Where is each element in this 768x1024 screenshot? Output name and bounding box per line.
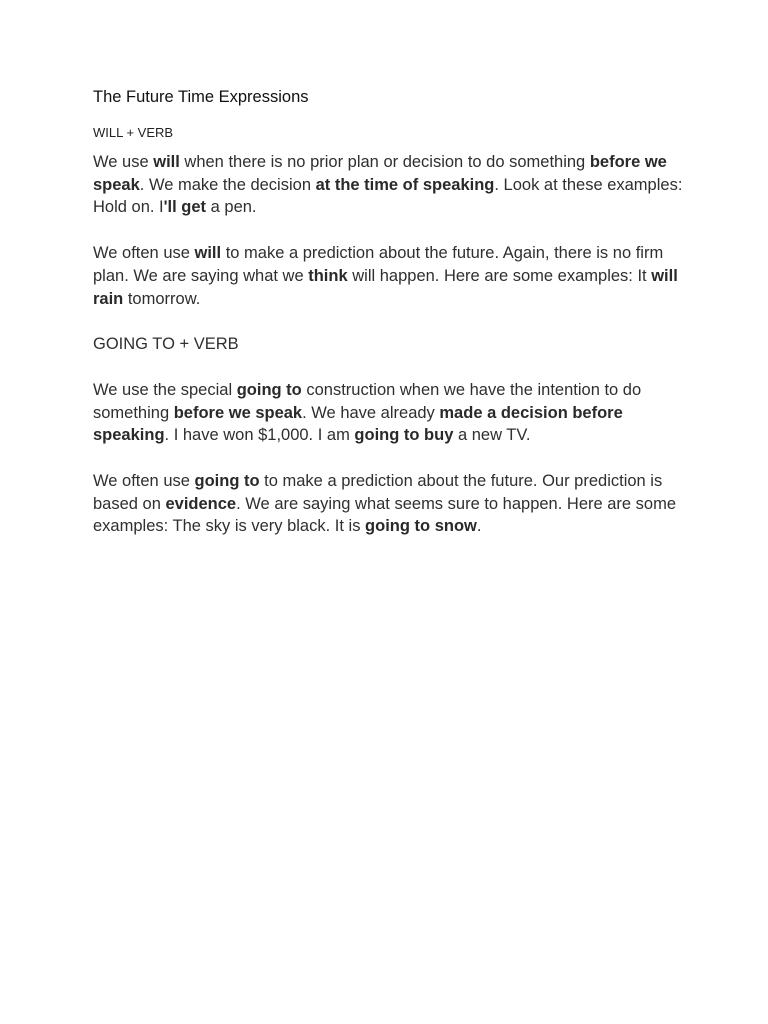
section-heading-will-verb: WILL + VERB: [93, 125, 174, 140]
document-page: [93, 86, 683, 538]
text-run: construction when we have the intention to do something: [93, 380, 642, 422]
text-run: will happen. Here are some examples: It: [347, 266, 652, 285]
bold-text-run: think: [308, 266, 348, 285]
bold-text-run: going to: [194, 472, 260, 491]
text-run: tomorrow.: [123, 289, 201, 308]
text-run: to make a prediction about the future. Our prediction is based on: [93, 472, 663, 513]
text-run: .: [476, 517, 482, 536]
bold-text-run: going to: [236, 380, 302, 399]
text-run: We often use: [93, 244, 195, 263]
text-run: We often use: [93, 472, 195, 491]
text-run: We use: [93, 153, 154, 171]
bold-text-run: 'll get: [163, 198, 207, 217]
text-run: . We are saying what seems sure to happen. Here are some examples: The sky is very black. It is: [93, 494, 677, 536]
text-run: when there is no prior plan or decision to do something: [179, 153, 590, 171]
section-heading-going-to-verb: GOING TO + VERB: [93, 335, 239, 354]
text-run: We use the special: [93, 380, 237, 399]
text-run: . We make the decision: [139, 175, 316, 194]
text-run: . We have already: [302, 403, 440, 422]
bold-text-run: going to buy: [354, 426, 454, 445]
paragraph-going-to-prediction: [93, 470, 683, 538]
text-run: a new TV.: [453, 426, 531, 445]
text-run: . Look at these examples: Hold on. I: [93, 175, 683, 217]
bold-text-run: will: [194, 244, 222, 263]
text-run: a pen.: [206, 198, 257, 217]
paragraph-will-prediction: [93, 242, 683, 310]
bold-text-run: before we speak: [93, 153, 667, 194]
document-title: The Future Time Expressions: [93, 88, 309, 106]
text-run: to make a prediction about the future. Again, there is no firm plan. We are saying what we: [93, 244, 664, 285]
bold-text-run: going to snow: [365, 517, 477, 536]
paragraph-will-decision: [93, 151, 683, 219]
bold-text-run: will: [153, 153, 180, 171]
bold-text-run: made a decision before speaking: [93, 403, 623, 445]
bold-text-run: before we speak: [173, 403, 303, 422]
paragraph-going-to-intention: [93, 379, 683, 447]
bold-text-run: at the time of speaking: [315, 175, 495, 194]
bold-text-run: will rain: [93, 266, 678, 308]
text-run: . I have won $1,000. I am: [164, 426, 355, 445]
bold-text-run: evidence: [165, 494, 237, 513]
